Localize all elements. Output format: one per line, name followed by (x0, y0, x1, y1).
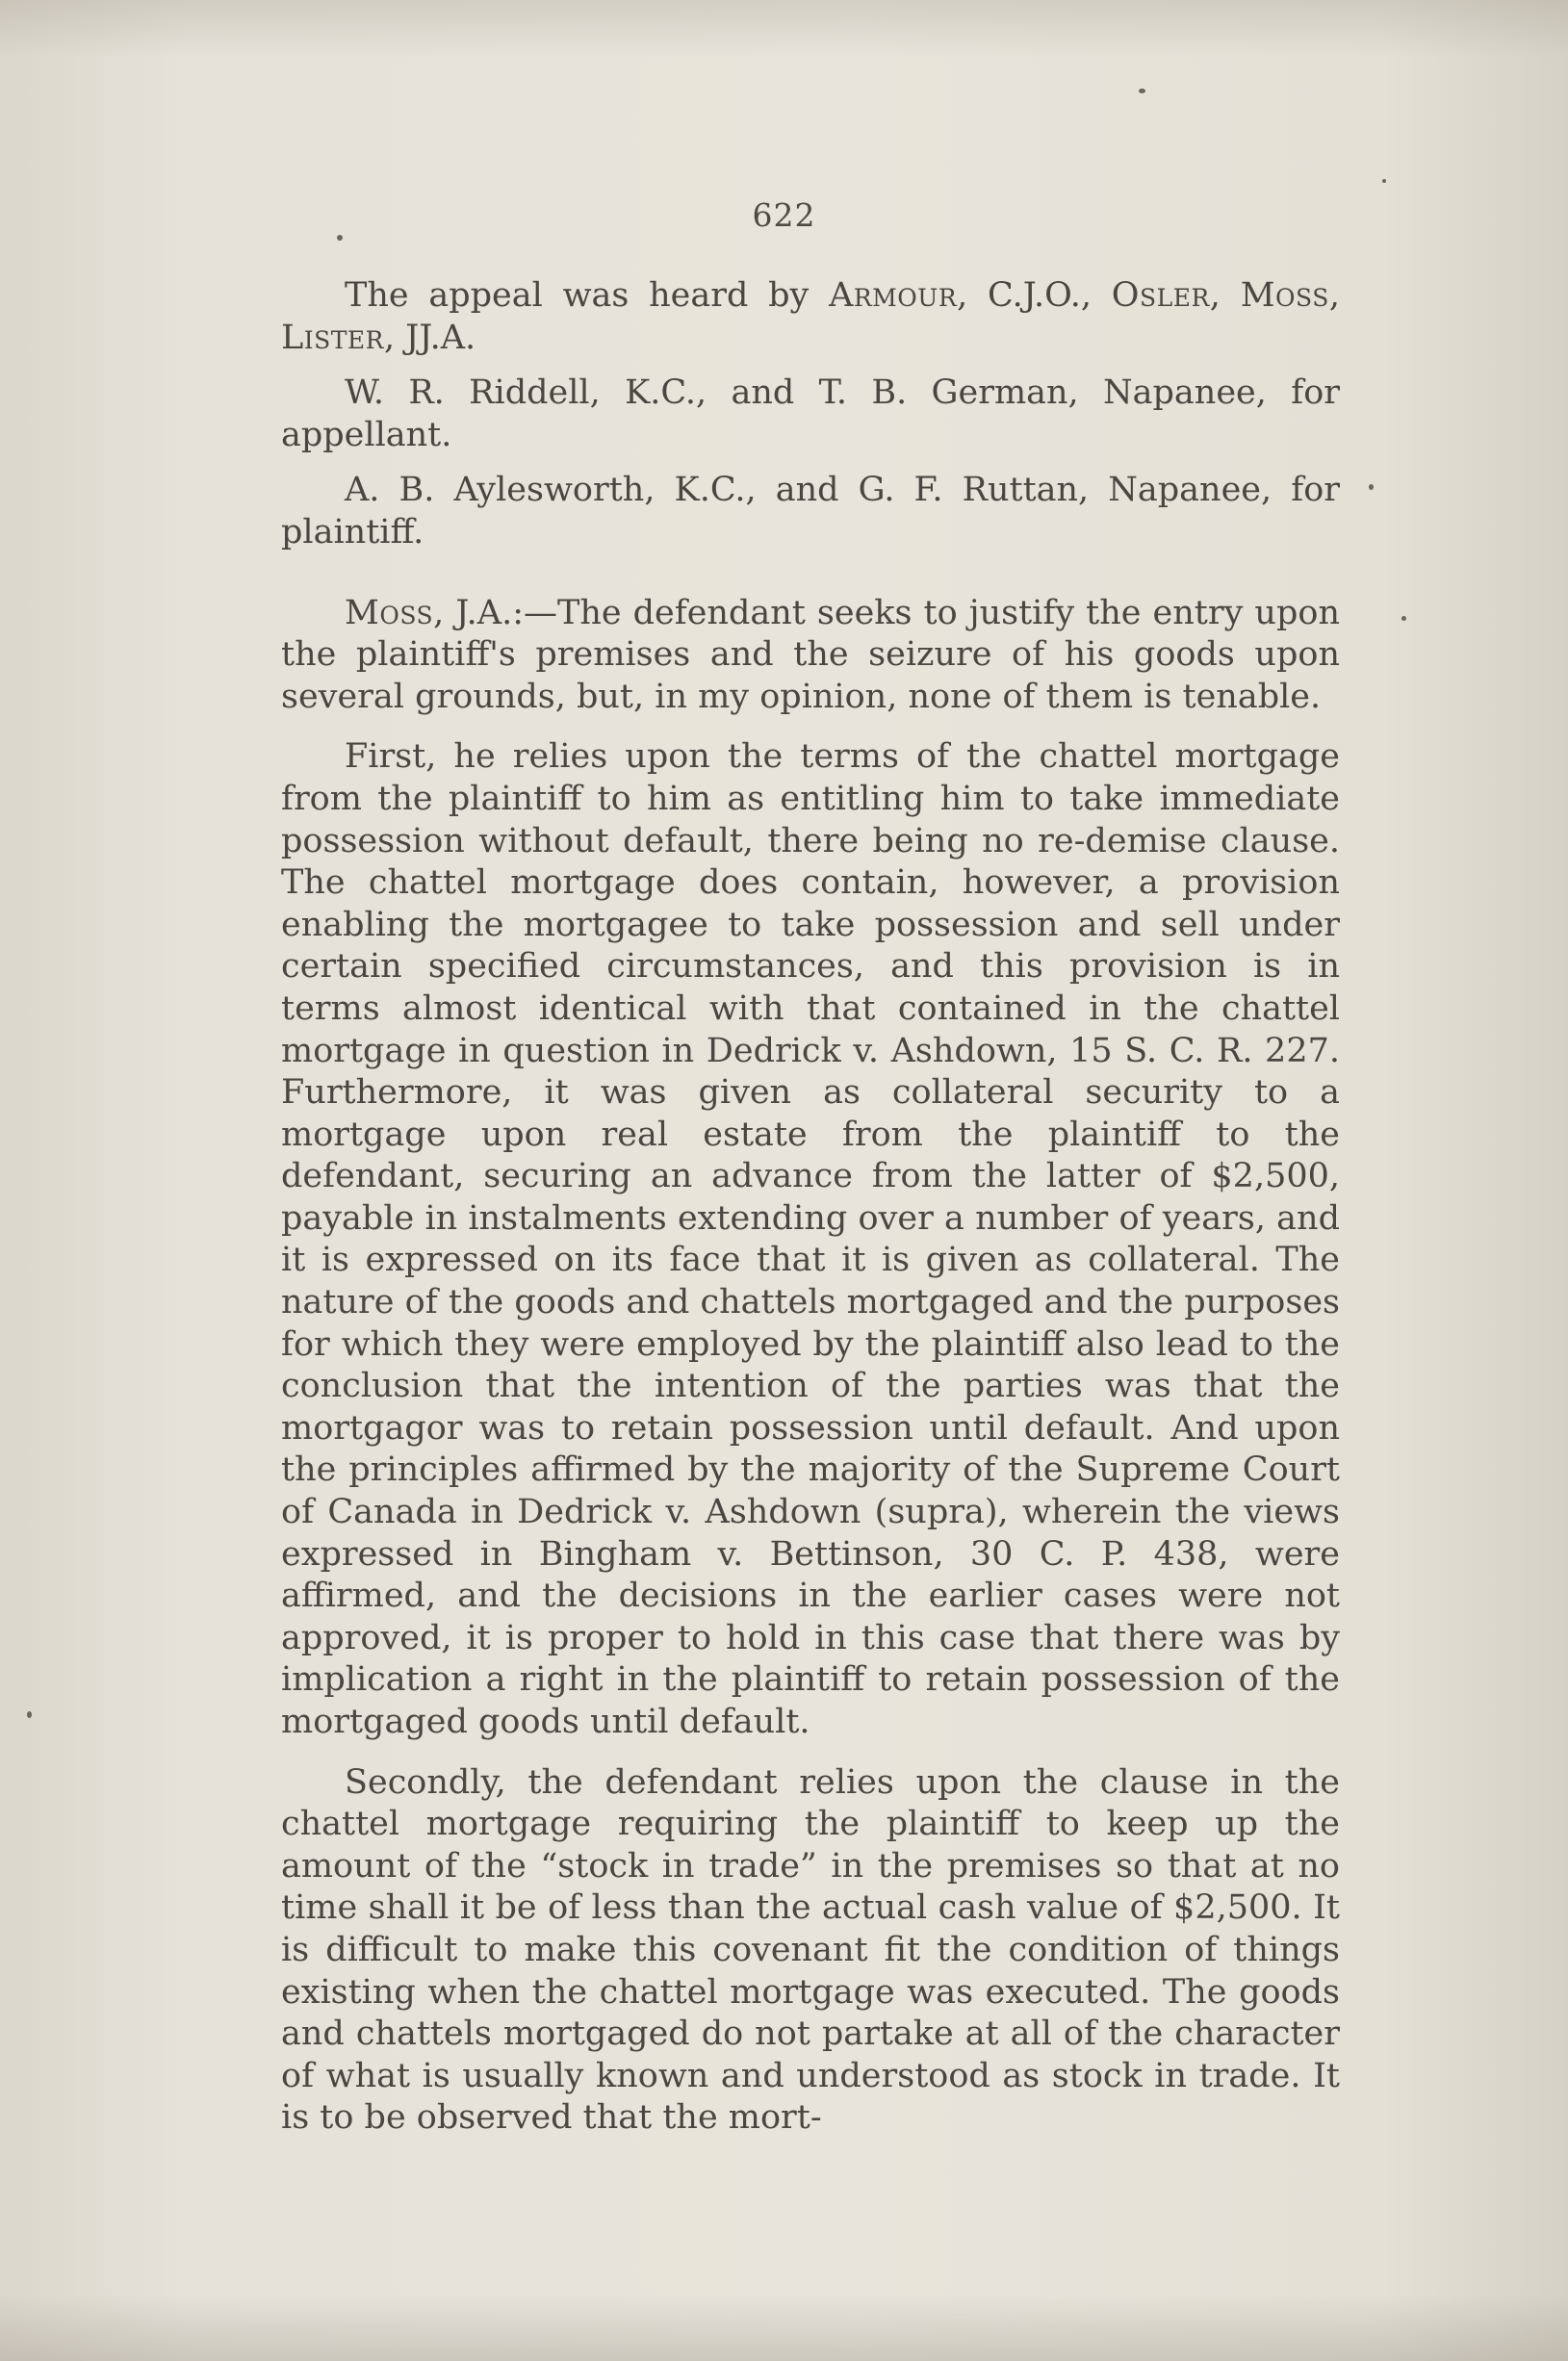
judge-name: Moss (345, 593, 434, 632)
paragraph-second-ground: Secondly, the defendant relies upon the clause in the chattel mortgage requiring the plaintiff to keep up the amount of the “stock in trade” in the premises so that at no time shall it be of less than the actual cash value of $2,500. It is difficult to make this covenant fit the condition of things existing when the chattel mortgage was executed. The goods and chattels mortgaged do not partake at all of the character of what is usually known and understood as stock in trade. It is to be observed that the mort- (281, 1762, 1340, 2138)
paragraph-opinion-intro: Moss, J.A.:—The defendant seeks to justify the entry upon the plaintiff's premises and the seizure of his goods upon several grounds, but, in my opinion, none of them is tenable. (281, 593, 1340, 716)
paragraph-heard-by: The appeal was heard by Armour, C.J.O., Osler, Moss, Lister, JJ.A. (281, 276, 1340, 357)
page-number: 622 (752, 196, 816, 234)
body-text (281, 275, 1340, 2140)
paper-speck (337, 235, 343, 241)
paper-speck (27, 1711, 32, 1718)
paper-speck (1401, 616, 1406, 621)
paragraph-first-ground: First, he relies upon the terms of the chattel mortgage from the plaintiff to him as entitling him to take immediate possession without default, there being no re-demise clause. The chattel mortgage does contain, however, a provision enabling the mortgagee to take possession and sell under certain specified circumstances, and this provision is in terms almost identical with that contained in the chattel mortgage in question in Dedrick v. Ashdown, 15 S. C. R. 227. Furthermore, it was given as collateral security to a mortgage upon real estate from the plaintiff to the defendant, securing an advance from the latter of $2,500, payable in instalments extending over a number of years, and it is expressed on its face that it is given as collateral. The nature of the goods and chattels mortgaged and the purposes for which they were employed by the plaintiff also lead to the conclusion that the intention of the parties was that the mortgagor was to retain possession until default. And upon the principles affirmed by the majority of the Supreme Court of Canada in Dedrick v. Ashdown (supra), wherein the views expressed in Bingham v. Bettinson, 30 C. P. 438, were affirmed, and the decisions in the earlier cases were not approved, it is proper to hold in this case that there was by implication a right in the plaintiff to retain possession of the mortgaged goods until default. (281, 737, 1340, 1741)
paper-speck (1382, 179, 1386, 183)
paper-speck (1369, 484, 1374, 490)
paragraph-counsel-appellant: W. R. Riddell, K.C., and T. B. German, Napanee, for appellant. (281, 373, 1340, 454)
paper-speck (1139, 89, 1145, 93)
judge-name: Osler (1111, 276, 1210, 315)
judge-name: Lister (281, 318, 384, 357)
judge-name: Moss (1240, 276, 1329, 315)
paragraph-counsel-plaintiff: A. B. Aylesworth, K.C., and G. F. Ruttan, Napanee, for plaintiff. (281, 471, 1340, 552)
judge-name: Armour (829, 276, 958, 315)
